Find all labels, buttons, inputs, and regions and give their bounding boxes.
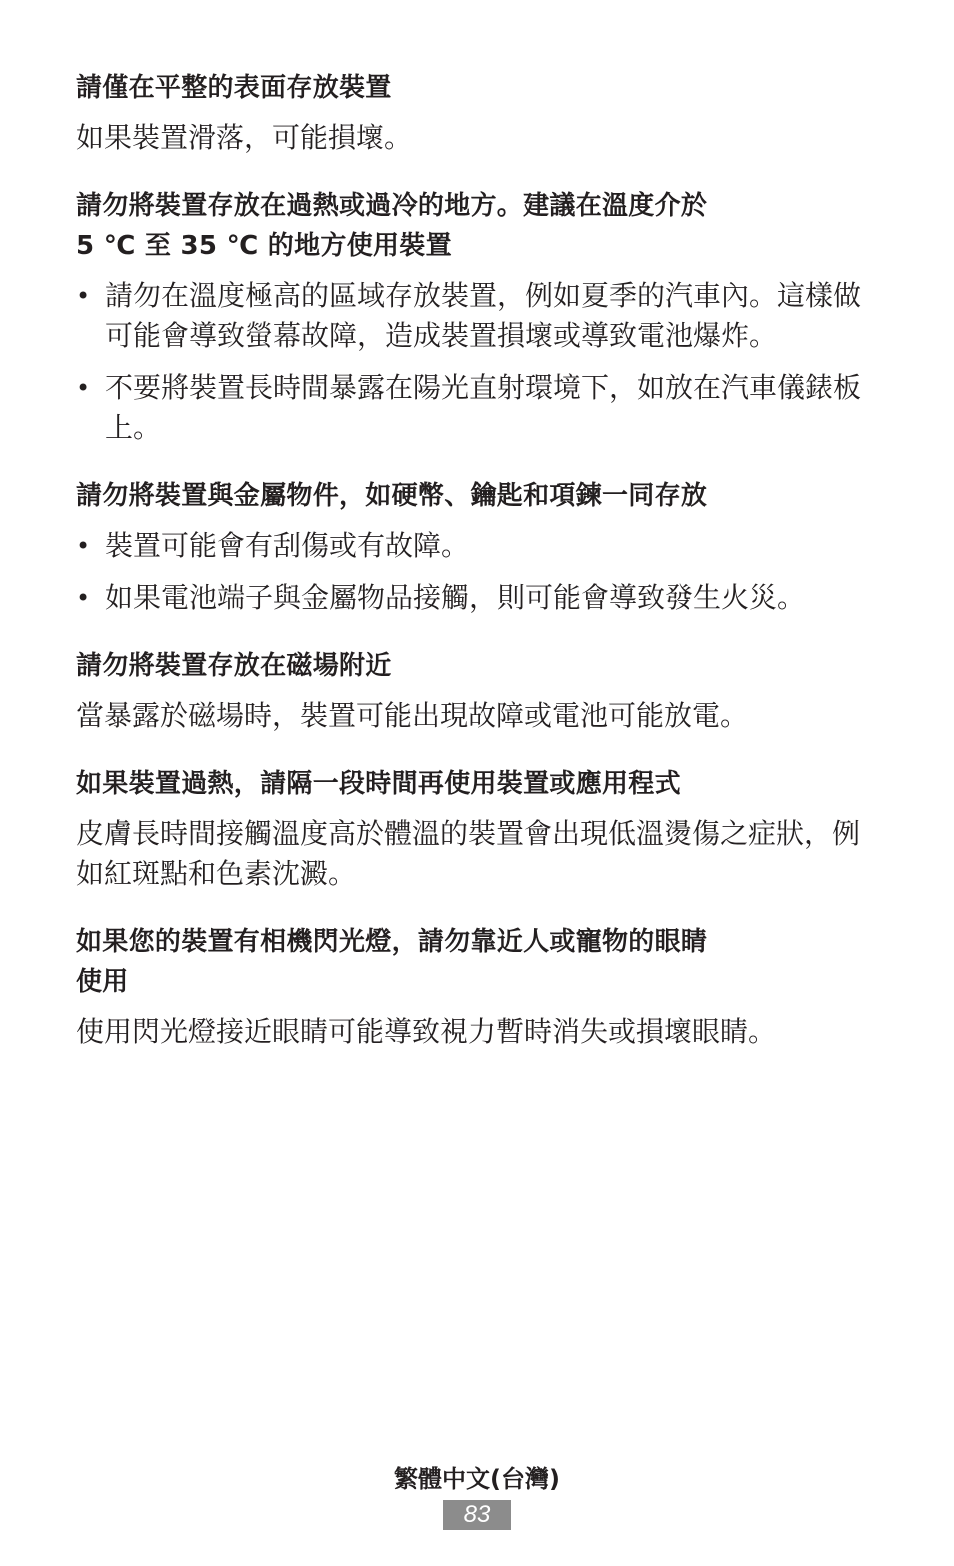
page-footer	[0, 1462, 954, 1530]
list-item-text: 請勿在溫度極高的區域存放裝置，例如夏季的汽車內。這樣做可能會導致螢幕故障，造成裝置損壞或導致電池爆炸。	[105, 279, 862, 352]
list-item-text: 不要將裝置長時間暴露在陽光直射環境下，如放在汽車儀錶板上。	[105, 371, 862, 444]
list-item	[76, 276, 876, 356]
section-heading-magnetic-fields: 請勿將裝置存放在磁場附近	[76, 651, 392, 681]
section-paragraph-magnetic-fields: 當暴露於磁場時，裝置可能出現故障或電池可能放電。	[76, 699, 749, 732]
metal-objects-bullet-list	[76, 526, 876, 618]
document-body	[76, 68, 876, 1080]
heading-line: 如果您的裝置有相機閃光燈，請勿靠近人或寵物的眼睛	[76, 927, 708, 957]
page-number: 83	[443, 1500, 511, 1530]
section-paragraph-flat-surface: 如果裝置滑落，可能損壞。	[76, 121, 413, 154]
temperature-bullet-list	[76, 276, 876, 448]
section-heading-flat-surface: 請僅在平整的表面存放裝置	[76, 73, 392, 103]
list-item	[76, 526, 876, 566]
section-paragraph-camera-flash: 使用閃光燈接近眼睛可能導致視力暫時消失或損壞眼睛。	[76, 1015, 777, 1048]
footer-language-label: 繁體中文(台灣)	[394, 1465, 560, 1493]
bullet-icon: •	[76, 532, 91, 560]
bullet-icon: •	[76, 282, 91, 310]
heading-line: 使用	[76, 967, 129, 997]
section-heading-metal-objects: 請勿將裝置與金屬物件，如硬幣、鑰匙和項鍊一同存放	[76, 481, 708, 511]
section-heading-camera-flash	[76, 922, 876, 1002]
list-item-text: 裝置可能會有刮傷或有故障。	[105, 529, 470, 562]
heading-line: 5 ℃ 至 35 ℃ 的地方使用裝置	[76, 231, 452, 261]
section-heading-overheating: 如果裝置過熱，請隔一段時間再使用裝置或應用程式	[76, 769, 681, 799]
list-item	[76, 368, 876, 448]
bullet-icon: •	[76, 374, 91, 402]
section-heading-temperature	[76, 186, 876, 266]
list-item	[76, 578, 876, 618]
bullet-icon: •	[76, 584, 91, 612]
heading-line: 請勿將裝置存放在過熱或過冷的地方。建議在溫度介於	[76, 191, 708, 221]
list-item-text: 如果電池端子與金屬物品接觸，則可能會導致發生火災。	[105, 581, 806, 614]
section-paragraph-overheating: 皮膚長時間接觸溫度高於體溫的裝置會出現低溫燙傷之症狀，例如紅斑點和色素沈澱。	[76, 817, 861, 890]
